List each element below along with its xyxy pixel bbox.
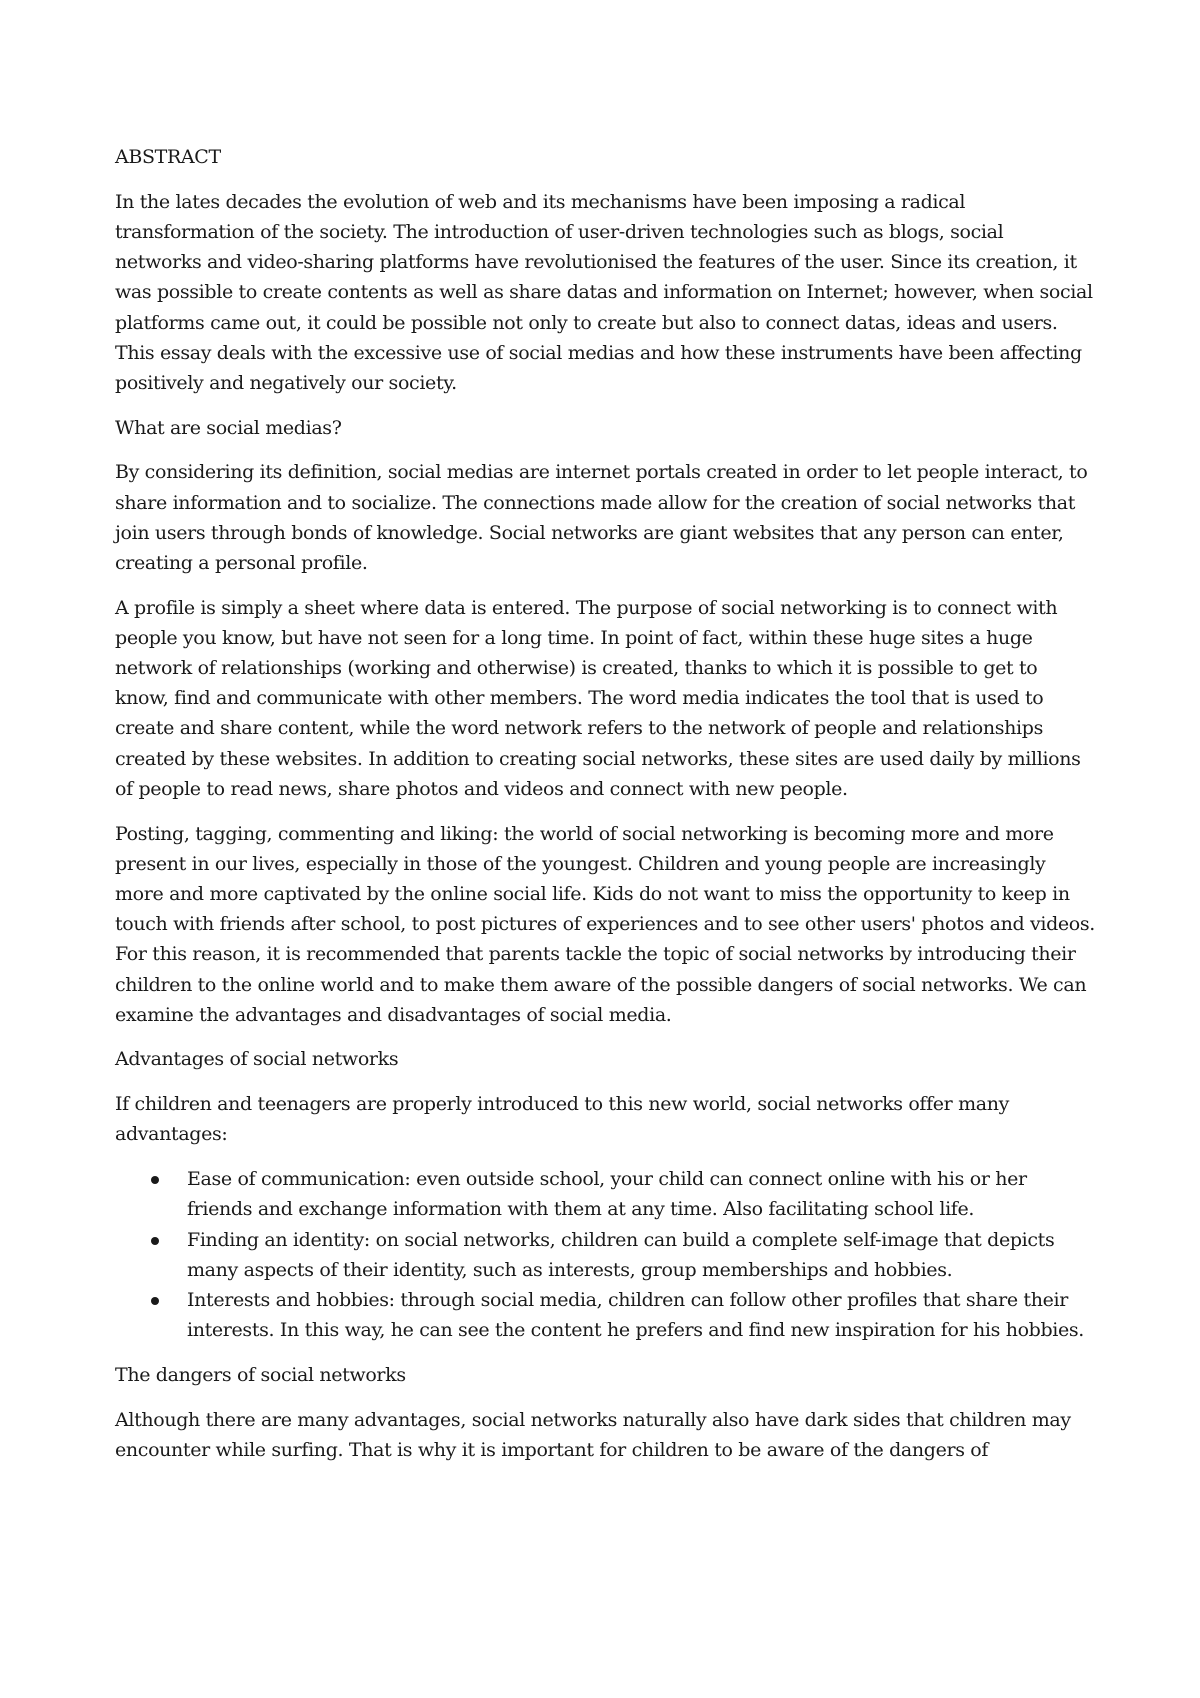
abstract-paragraph: In the lates decades the evolution of web and its mechanisms have been imposing a radical transformation of the society. The introduction of user-driven technologies such as blogs, social networks and video-sharing platforms have revolutionised the features of the user. Since its creation, it was possible to create contents as well as share datas and information on Internet; however, when social platforms came out, it could be possible not only to create but also to connect datas, ideas and users. This essay deals with the excessive use of social medias and how these instruments have been affecting positively and negatively our society.: [115, 190, 1093, 394]
posting-paragraph: Posting, tagging, commenting and liking: the world of social networking is becoming more and more present in our lives, especially in those of the youngest. Children and young people are increasingly more and more captivated by the online social life. Kids do not want to miss the opportunity to keep in touch with friends after school, to post pictures of experiences and to see other users' photos and videos. For this reason, it is recommended that parents tackle the topic of social networks by introducing their children to the online world and to make them aware of the possible dangers of social networks. We can examine the advantages and disadvantages of social media.: [115, 822, 1095, 1026]
bullet-icon: [151, 1297, 159, 1305]
advantages-intro-paragraph: If children and teenagers are properly introduced to this new world, social networks offer many advantages:: [115, 1093, 1010, 1146]
dangers-paragraph: Although there are many advantages, social networks naturally also have dark sides that children may encounter while surfing. That is why it is important for children to be aware of the dangers of: [115, 1408, 1071, 1461]
profile-paragraph: A profile is simply a sheet where data is entered. The purpose of social networking is to connect with people you know, but have not seen for a long time. In point of fact, within these huge sites a huge network of relationships (working and otherwise) is created, thanks to which it is possible to get to know, find and communicate with other members. The word media indicates the tool that is used to create and share content, while the word network refers to the network of people and relationships created by these websites. In addition to creating social networks, these sites are used daily by millions of people to read news, share photos and videos and connect with new people.: [115, 596, 1081, 800]
bullet-icon: [151, 1237, 159, 1245]
list-item: [187, 1164, 1095, 1224]
section-heading-dangers: The dangers of social networks: [115, 1363, 406, 1386]
definition-paragraph: By considering its definition, social medias are internet portals created in order to let people interact, to share information and to socialize. The connections made allow for the creation of social networks that join users through bonds of knowledge. Social networks are giant websites that any person can enter, creating a personal profile.: [115, 461, 1088, 574]
advantages-list: [115, 1164, 1095, 1345]
document-title: ABSTRACT: [115, 146, 221, 168]
section-heading-what: What are social medias?: [115, 416, 342, 439]
document-body: [115, 142, 1095, 1479]
list-item-text: Finding an identity: on social networks, children can build a complete self-image that depicts many aspects of their identity, such as interests, group memberships and hobbies.: [187, 1228, 1055, 1281]
bullet-icon: [151, 1176, 159, 1184]
section-heading-advantages: Advantages of social networks: [115, 1048, 399, 1071]
list-item: [187, 1225, 1095, 1285]
list-item: [187, 1285, 1095, 1345]
list-item-text: Interests and hobbies: through social media, children can follow other profiles that share their interests. In this way, he can see the content he prefers and find new inspiration for his hobbies.: [187, 1288, 1085, 1342]
list-item-text: Ease of communication: even outside school, your child can connect online with his or her friends and exchange information with them at any time. Also facilitating school life.: [187, 1168, 1027, 1221]
